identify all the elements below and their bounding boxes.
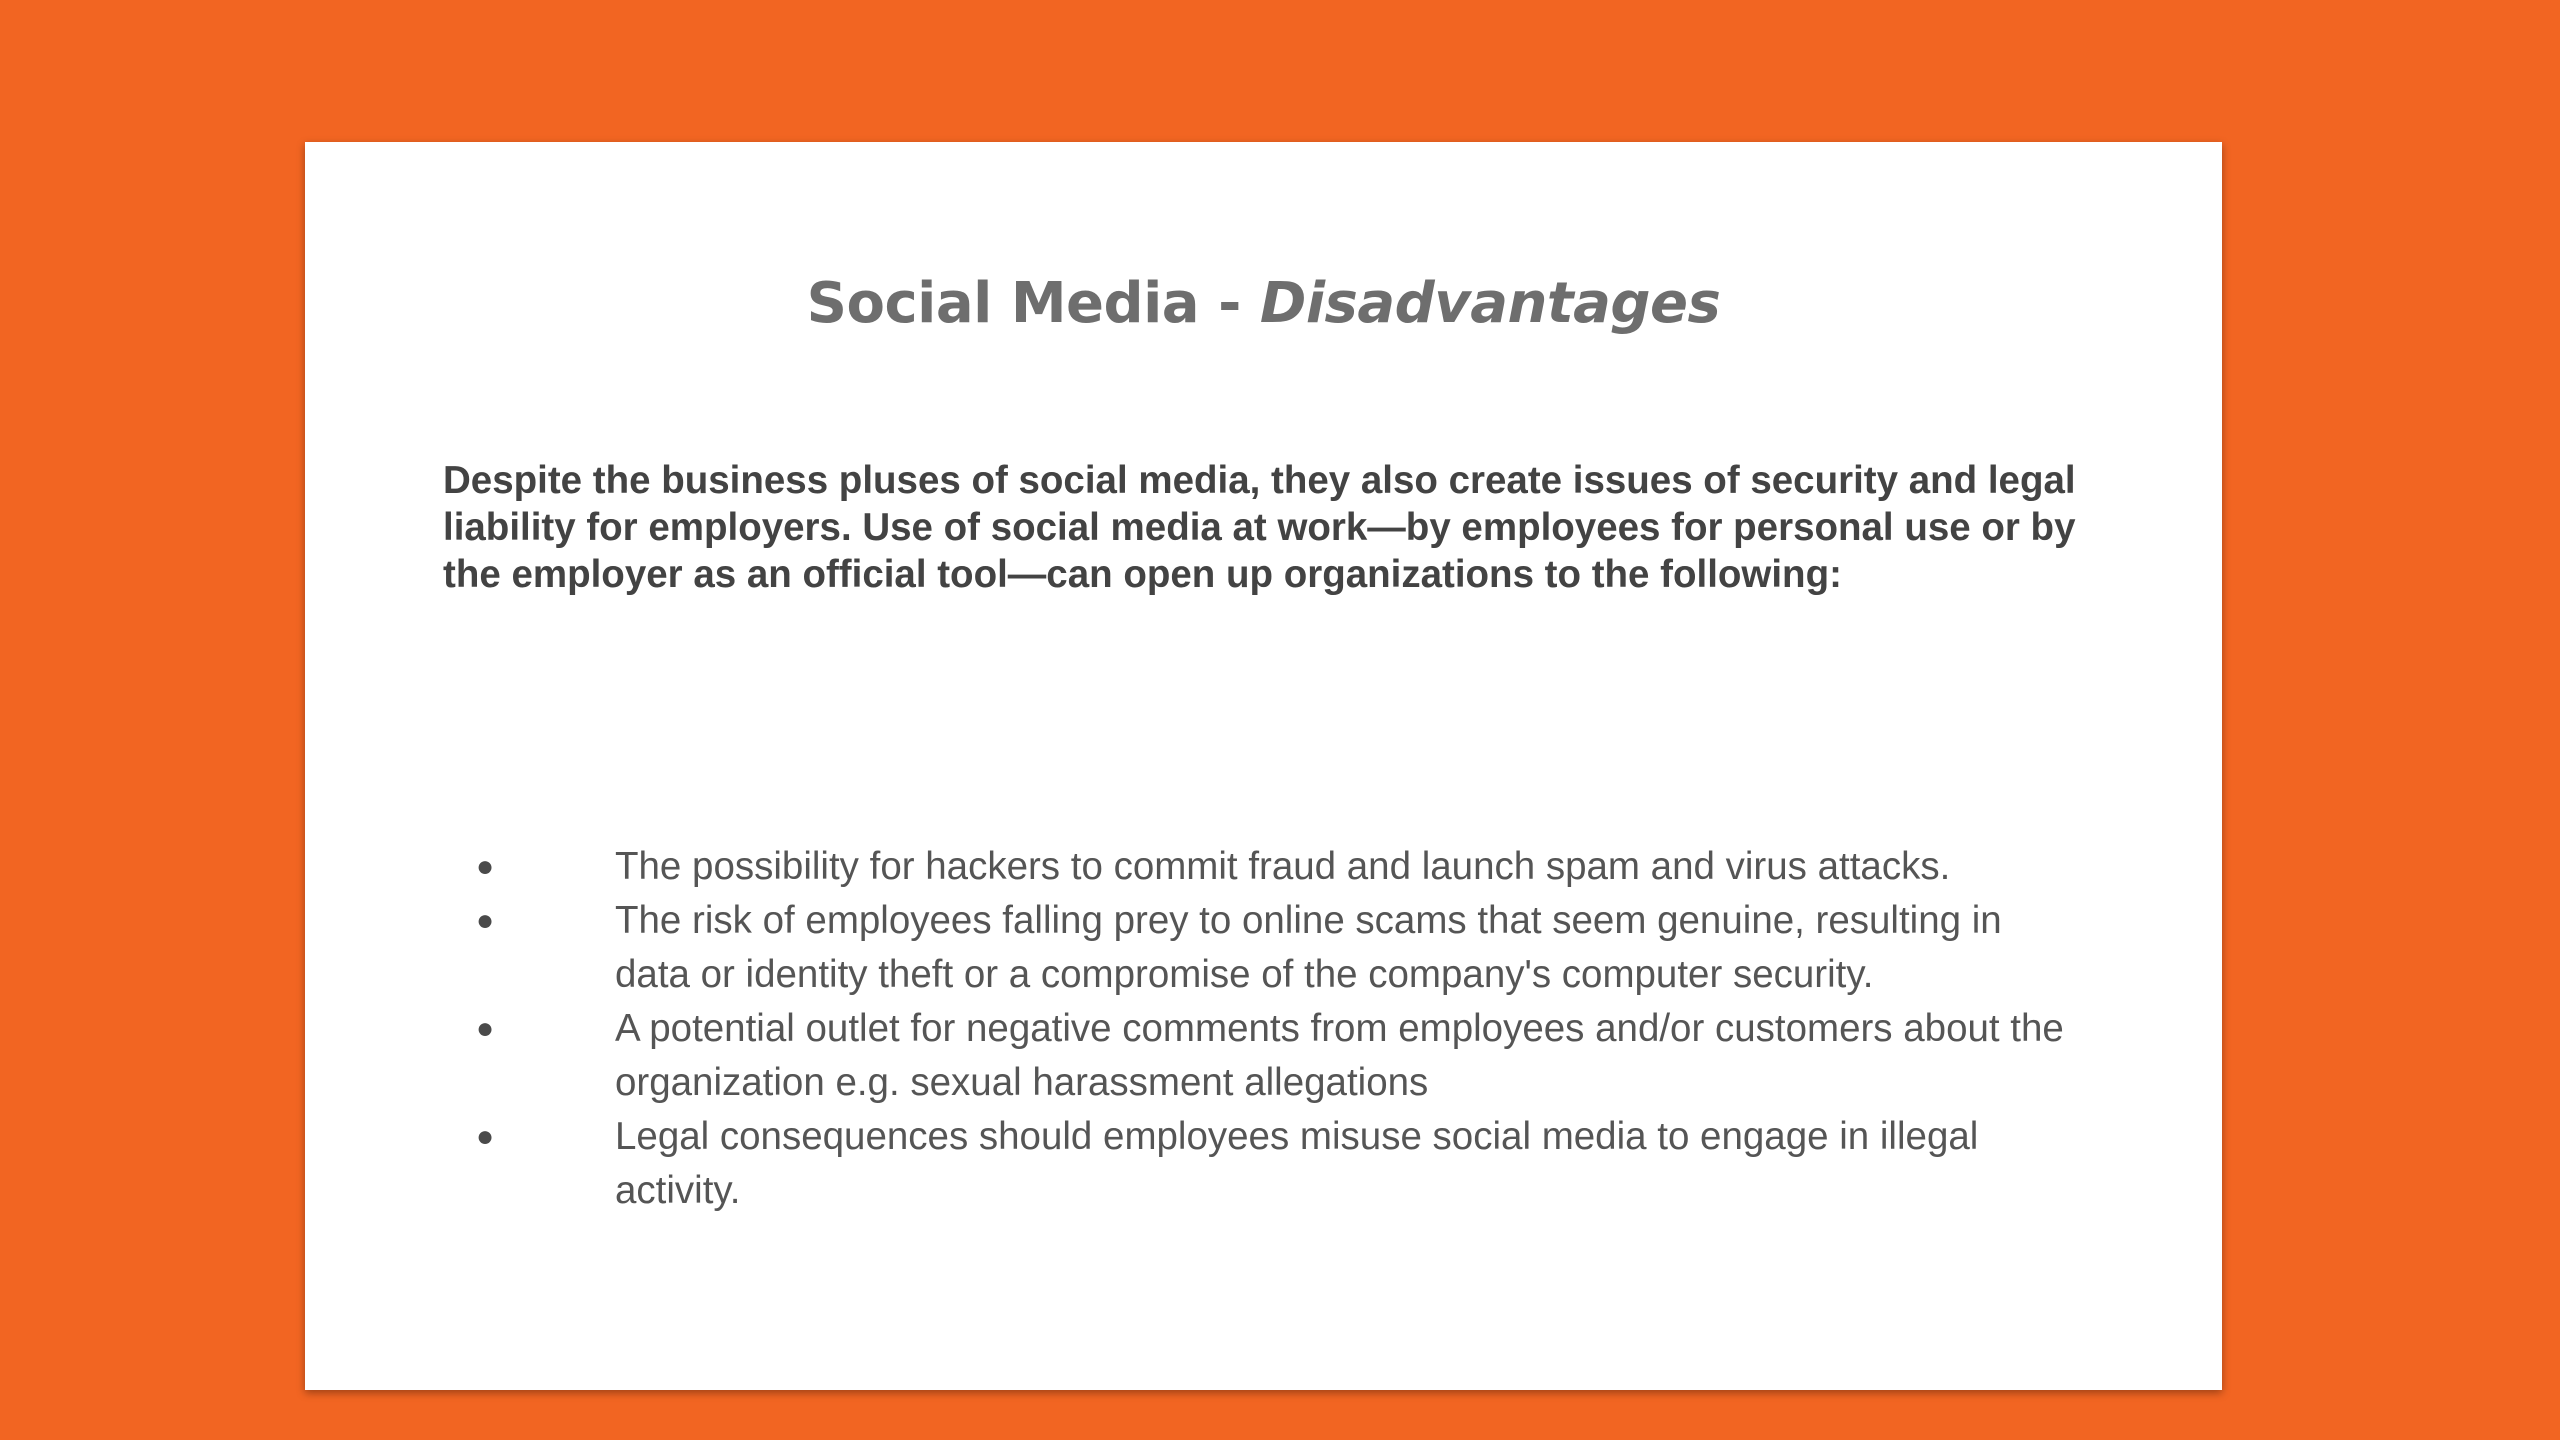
list-item (465, 1110, 2085, 1218)
list-item (465, 1002, 2085, 1110)
slide (305, 142, 2222, 1390)
list-item-text: The risk of employees falling prey to online scams that seem genuine, resulting in data or identity theft or a compromise of the company's computer security. (615, 899, 2002, 996)
list-item (465, 840, 2085, 894)
slide-title (305, 270, 2222, 337)
list-item-text: Legal consequences should employees misuse social media to engage in illegal activity. (615, 1115, 1979, 1212)
bullet-icon: ● (475, 904, 495, 937)
list-item-text: A potential outlet for negative comments from employees and/or customers about the organization e.g. sexual harassment allegations (615, 1007, 2064, 1104)
list-item (465, 894, 2085, 1002)
slide-title-plain: Social Media - (806, 271, 1260, 336)
bullet-list (465, 840, 2085, 1218)
bullet-icon: ● (475, 850, 495, 883)
intro-paragraph: Despite the business pluses of social media, they also create issues of security and legal liability for employers. Use of social media at work—by employees for personal use or by the employer as an official tool—can open up organizations to the following: (443, 459, 2076, 596)
bullet-icon: ● (475, 1120, 495, 1153)
list-item-text: The possibility for hackers to commit fraud and launch spam and virus attacks. (615, 845, 1951, 888)
slide-title-italic: Disadvantages (1259, 271, 1721, 336)
bullet-icon: ● (475, 1012, 495, 1045)
